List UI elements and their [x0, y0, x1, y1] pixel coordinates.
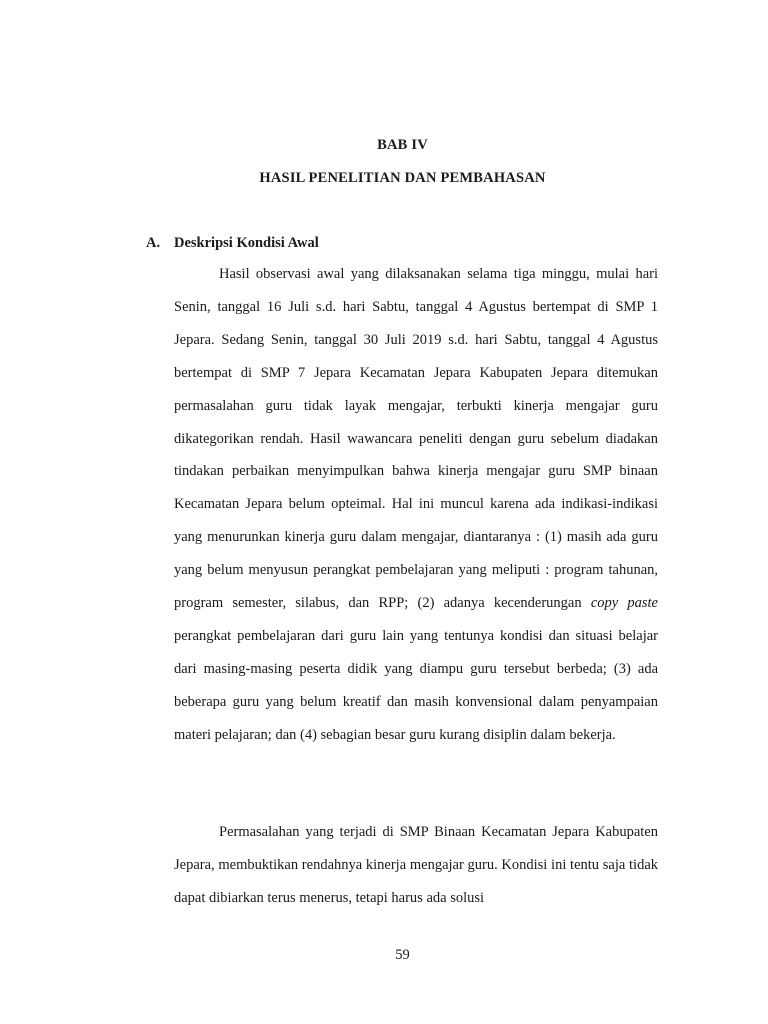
paragraph-1: [174, 258, 658, 752]
page-number: 59: [395, 947, 410, 963]
chapter-title: HASIL PENELITIAN DAN PEMBAHASAN: [259, 170, 546, 186]
paragraph-1-italic-term: copy paste: [590, 595, 658, 612]
section-title: Deskripsi Kondisi Awal: [174, 235, 319, 251]
paragraph-2: Permasalahan yang terjadi di SMP Binaan Kecamatan Jepara Kabupaten Jepara, membuktikan rendahnya kinerja mengajar guru. Kondisi ini tentu saja tidak dapat dibiarkan terus menerus, tetapi harus ada solusi: [174, 824, 658, 906]
chapter-number: BAB IV: [377, 137, 428, 153]
paragraph-1-text-b: perangkat pembelajaran dari guru lain yang tentunya kondisi dan situasi belajar dari masing-masing peserta didik yang diampu guru tersebut berbeda; (3) ada beberapa guru yang belum kreatif dan masih konvensional dalam penyampaian materi pelajaran; dan (4) sebagian besar guru kurang disiplin dalam bekerja.: [174, 627, 658, 743]
paragraph-1-text-a: Hasil observasi awal yang dilaksanakan selama tiga minggu, mulai hari Senin, tanggal 16 Juli s.d. hari Sabtu, tanggal 4 Agustus bertempat di SMP 1 Jepara. Sedang Senin, tanggal 30 Juli 2019 s.d. hari Sabtu, tanggal 4 Agustus bertempat di SMP 7 Jepara Kecamatan Jepara Kabupaten Jepara ditemukan permasalahan guru tidak layak mengajar, terbukti kinerja mengajar guru dikategorikan rendah. Hasil wawancara peneliti dengan guru sebelum diadakan tindakan perbaikan menyimpulkan bahwa kinerja mengajar guru SMP binaan Kecamatan Jepara belum opteimal. Hal ini muncul karena ada indikasi-indikasi yang menurunkan kinerja guru dalam mengajar, diantaranya : (1) masih ada guru yang belum menyusun perangkat pembelajaran yang meliputi : program tahunan, program semester, silabus, dan RPP; (2) adanya kecenderungan: [174, 266, 658, 612]
section-heading: [146, 235, 319, 252]
section-number: A.: [146, 235, 161, 251]
